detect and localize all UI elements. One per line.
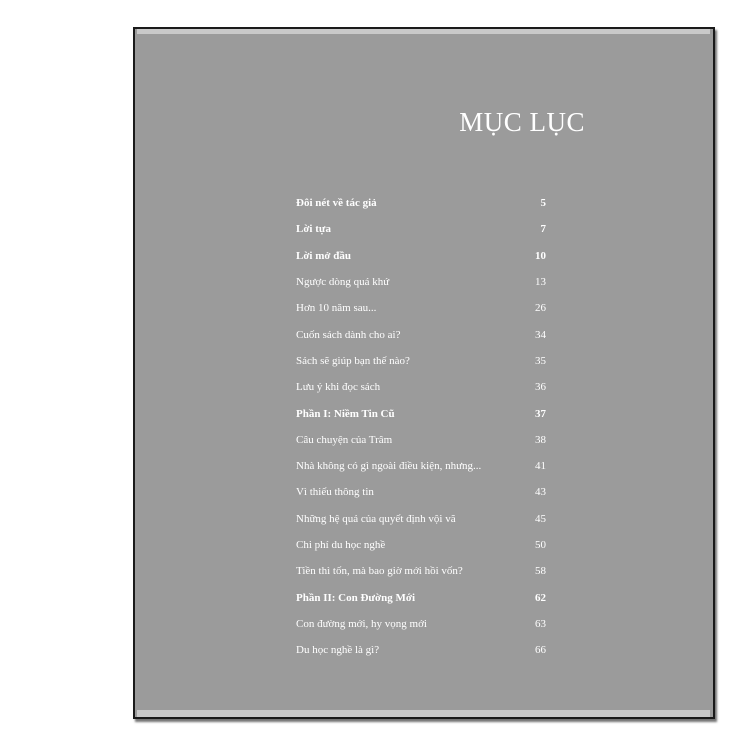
toc-entry-page-number: 66 bbox=[535, 644, 546, 657]
toc-entry bbox=[296, 558, 546, 584]
toc-entry bbox=[296, 269, 546, 295]
toc-entry-page-number: 35 bbox=[535, 354, 546, 367]
toc-entry bbox=[296, 584, 546, 610]
toc-entry-label: Hơn 10 năm sau... bbox=[296, 302, 377, 315]
toc-entry bbox=[296, 479, 546, 505]
toc-entry-label: Sách sẽ giúp bạn thế nào? bbox=[296, 354, 410, 367]
toc-entry bbox=[296, 295, 546, 321]
toc-entry-label: Con đường mới, hy vọng mới bbox=[296, 617, 427, 630]
toc-entry-page-number: 36 bbox=[535, 381, 546, 394]
toc-entry-label: Nhà không có gì ngoài điều kiện, nhưng... bbox=[296, 460, 482, 473]
toc-entry bbox=[296, 611, 546, 637]
toc-entry-label: Đôi nét về tác giả bbox=[296, 197, 377, 210]
toc-entry-page-number: 37 bbox=[535, 407, 546, 420]
toc-entry-label: Chi phí du học nghề bbox=[296, 539, 386, 551]
toc-entry bbox=[296, 348, 546, 374]
toc-entry-page-number: 7 bbox=[540, 223, 546, 236]
toc-entry-label: Tiền thì tốn, mà bao giờ mới hồi vốn? bbox=[296, 565, 463, 578]
toc-entry bbox=[296, 374, 546, 400]
toc-entry-label: Cuốn sách dành cho ai? bbox=[296, 328, 401, 341]
toc-entry-label: Câu chuyện của Trâm bbox=[296, 433, 393, 446]
toc-list bbox=[296, 190, 546, 663]
toc-title: MỤC LỤC bbox=[459, 107, 585, 137]
toc-entry-label: Phần II: Con Đường Mới bbox=[296, 591, 416, 604]
toc-entry-label: Phần I: Niềm Tin Cũ bbox=[296, 407, 395, 420]
toc-entry-page-number: 10 bbox=[535, 249, 546, 262]
toc-entry bbox=[296, 400, 546, 426]
toc-entry bbox=[296, 243, 546, 269]
toc-entry bbox=[296, 637, 546, 663]
toc-entry-page-number: 62 bbox=[535, 591, 546, 604]
toc-entry bbox=[296, 532, 546, 558]
toc-entry-label: Du học nghề là gì? bbox=[296, 644, 380, 657]
toc-entry bbox=[296, 506, 546, 532]
toc-entry bbox=[296, 190, 546, 216]
toc-entry-page-number: 38 bbox=[535, 433, 546, 446]
toc-entry-page-number: 45 bbox=[535, 512, 546, 525]
toc-entry-label: Lời tựa bbox=[296, 223, 331, 236]
toc-entry-page-number: 50 bbox=[535, 539, 546, 551]
toc-entry-page-number: 58 bbox=[535, 565, 546, 578]
toc-entry bbox=[296, 427, 546, 453]
toc-entry-page-number: 34 bbox=[535, 328, 546, 341]
toc-entry-label: Những hệ quả của quyết định vội vã bbox=[296, 512, 456, 525]
toc-entry bbox=[296, 453, 546, 479]
toc-entry-label: Ngược dòng quá khứ bbox=[296, 276, 390, 289]
toc-entry-page-number: 41 bbox=[535, 460, 546, 473]
toc-entry-page-number: 5 bbox=[540, 197, 546, 210]
toc-entry bbox=[296, 216, 546, 242]
toc-entry bbox=[296, 321, 546, 347]
toc-entry-page-number: 13 bbox=[535, 276, 546, 289]
toc-entry-page-number: 26 bbox=[535, 302, 546, 315]
toc-entry-page-number: 63 bbox=[535, 617, 546, 630]
toc-entry-label: Vì thiếu thông tin bbox=[296, 486, 374, 499]
toc-entry-page-number: 43 bbox=[535, 486, 546, 499]
toc-entry-label: Lưu ý khi đọc sách bbox=[296, 381, 381, 394]
toc-entry-label: Lời mở đầu bbox=[296, 249, 351, 262]
